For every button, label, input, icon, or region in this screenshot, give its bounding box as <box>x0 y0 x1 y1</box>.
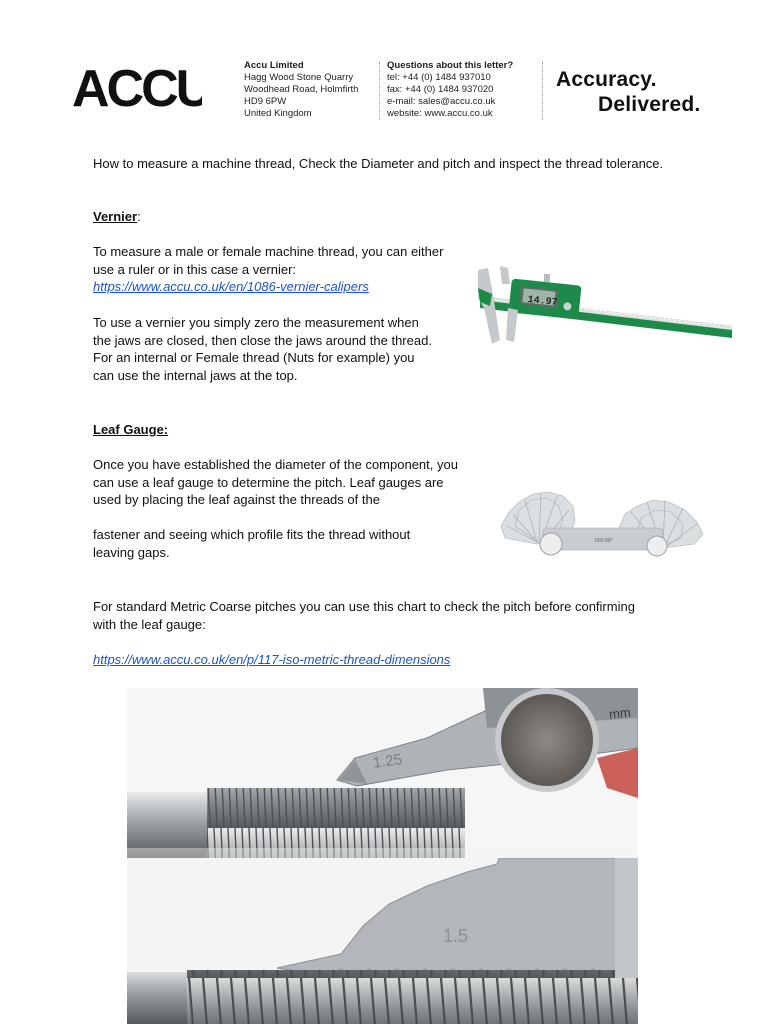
address-line: United Kingdom <box>244 108 312 119</box>
thread-pitch-photo-1 <box>127 688 638 858</box>
company-address <box>244 60 376 120</box>
metric-paragraph: For standard Metric Coarse pitches you can use this chart to check the pitch before confirming with the leaf gauge: <box>93 599 635 632</box>
contact-details <box>387 60 537 120</box>
vernier-paragraph-1: To measure a male or female machine thread, you can either use a ruler or in this case a vernier: <box>93 244 444 277</box>
contact-line: tel: +44 (0) 1484 937010 <box>387 72 491 83</box>
address-line: Hagg Wood Stone Quarry <box>244 72 354 83</box>
contact-line: website: www.accu.co.uk <box>387 108 493 119</box>
thread-pitch-photo-2 <box>127 858 638 1024</box>
header-divider <box>542 62 543 120</box>
svg-text:14.97: 14.97 <box>527 294 559 309</box>
vernier-calipers-link[interactable]: https://www.accu.co.uk/en/1086-vernier-calipers <box>93 279 369 294</box>
vernier-paragraph-2: To use a vernier you simply zero the measurement when the jaws are closed, then close the jaws around the thread. For an internal or Female thread (Nuts for example) you can use the internal jaws at the top. <box>93 315 432 383</box>
contact-line: e-mail: sales@accu.co.uk <box>387 96 496 107</box>
svg-text:1.5: 1.5 <box>443 926 469 946</box>
leaf-gauge-heading: Leaf Gauge: <box>93 422 169 437</box>
leaf-gauge-paragraph-2: fastener and seeing which profile fits the thread without leaving gaps. <box>93 527 411 560</box>
leaf-gauge-paragraph-1: Once you have established the diameter of the component, you can use a leaf gauge to determine the pitch. Leaf gauges are used by placing the leaf against the threads of the <box>93 457 458 508</box>
vernier-caliper-image <box>470 258 738 350</box>
accu-logo-mark <box>72 58 202 114</box>
vernier-heading-wrap <box>93 208 141 226</box>
tagline-line-1: Accuracy. <box>556 68 657 91</box>
address-line: HD9 6PW <box>244 96 287 107</box>
svg-text:ISO 60°: ISO 60° <box>595 538 613 544</box>
leaf-gauge-heading-wrap <box>93 421 168 439</box>
accu-logo <box>72 58 202 114</box>
vernier-heading-colon: : <box>137 209 141 224</box>
contact-heading: Questions about this letter? <box>387 60 514 71</box>
vernier-heading: Vernier <box>93 209 138 224</box>
tagline-line-2: Delivered. <box>598 93 701 116</box>
leaf-gauge-image <box>497 486 711 564</box>
intro-paragraph: How to measure a machine thread, Check the Diameter and pitch and inspect the thread tolerance. <box>93 156 664 171</box>
svg-text:mm: mm <box>608 704 632 722</box>
svg-text:1.25: 1.25 <box>371 750 404 772</box>
header-divider <box>379 62 380 120</box>
svg-text:ACCU: ACCU <box>72 60 202 114</box>
contact-line: fax: +44 (0) 1484 937020 <box>387 84 494 95</box>
address-line: Woodhead Road, Holmfirth <box>244 84 359 95</box>
iso-metric-thread-link[interactable]: https://www.accu.co.uk/en/p/117-iso-metric-thread-dimensions <box>93 652 451 667</box>
company-name: Accu Limited <box>244 60 304 71</box>
